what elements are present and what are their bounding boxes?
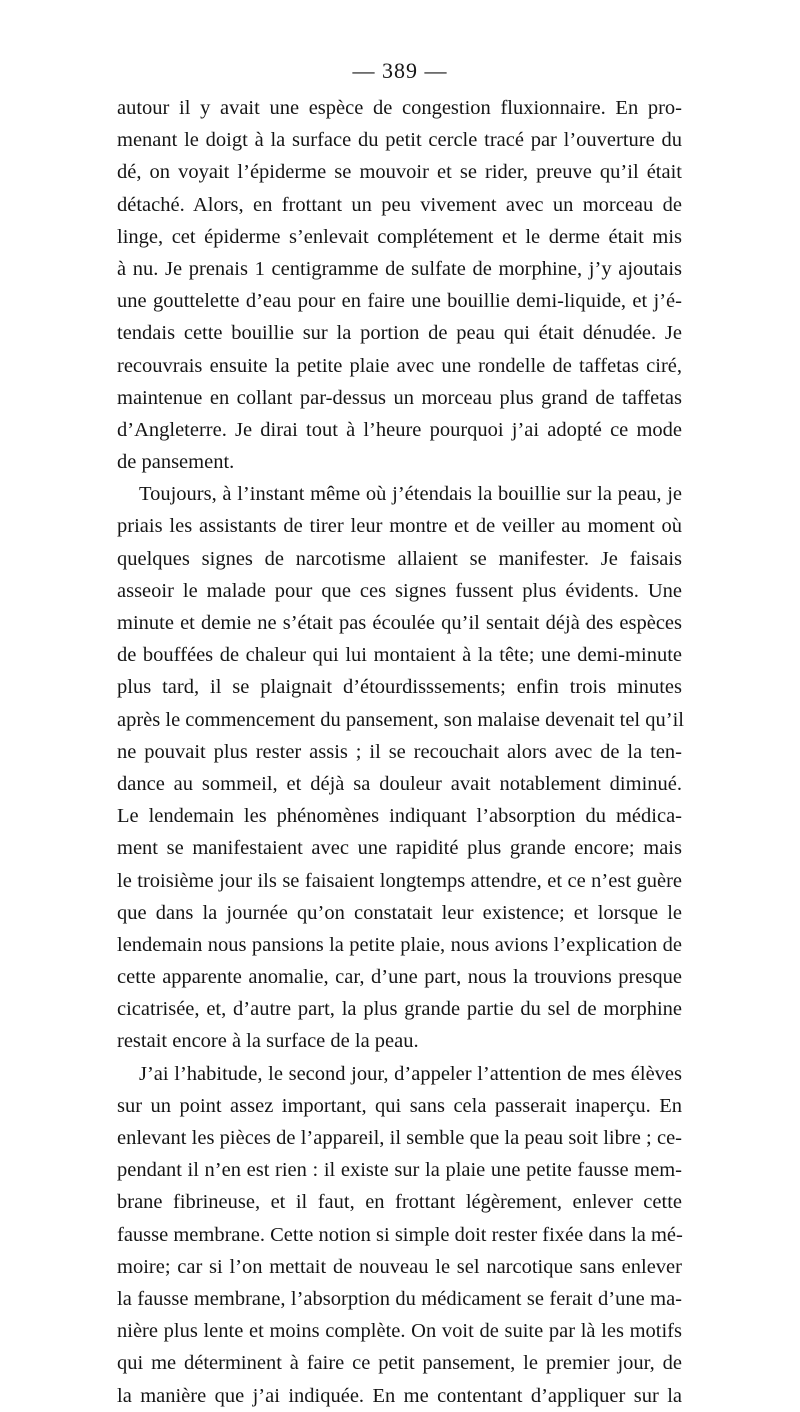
text-line: priais les assistants de tirer leur montre et de veiller au moment où xyxy=(117,515,682,538)
text-line: enlevant les pièces de l’appareil, il semble que la peau soit libre ; ce- xyxy=(117,1127,682,1149)
text-line: d’Angleterre. Je dirai tout à l’heure pourquoi j’ai adopté ce mode xyxy=(117,418,682,441)
text-line: ne pouvait plus rester assis ; il se recouchait alors avec de la ten- xyxy=(117,740,682,763)
text-line: menant le doigt à la surface du petit cercle tracé par l’ouverture du xyxy=(117,129,682,152)
text-line: dé, on voyait l’épiderme se mouvoir et se rider, preuve qu’il était xyxy=(117,161,682,184)
text-line: asseoir le malade pour que ces signes fussent plus évidents. Une xyxy=(117,579,682,602)
text-line: Le lendemain les phénomènes indiquant l’absorption du médica- xyxy=(117,805,682,828)
text-line: restait encore à la surface de la peau. xyxy=(117,1030,419,1053)
text-line: J’ai l’habitude, le second jour, d’appeler l’attention de mes élèves xyxy=(139,1062,682,1085)
text-line: après le commencement du pansement, son malaise devenait tel qu’il xyxy=(117,708,684,731)
text-line: cette apparente anomalie, car, d’une part, nous la trouvions presque xyxy=(117,966,682,989)
text-line: maintenue en collant par-dessus un morceau plus grand de taffetas xyxy=(117,386,682,409)
body-text xyxy=(117,92,682,1412)
text-line: recouvrais ensuite la petite plaie avec une rondelle de taffetas ciré, xyxy=(117,354,682,377)
text-line: linge, cet épiderme s’enlevait complétement et le derme était mis xyxy=(117,225,682,248)
text-line: nière plus lente et moins complète. On voit de suite par là les motifs xyxy=(117,1320,682,1343)
text-line: brane fibrineuse, et il faut, en frottant légèrement, enlever cette xyxy=(117,1191,682,1214)
text-line: cicatrisée, et, d’autre part, la plus grande partie du sel de morphine xyxy=(117,998,682,1021)
text-line: pendant il n’en est rien : il existe sur la plaie une petite fausse mem- xyxy=(117,1159,682,1182)
text-line: plus tard, il se plaignait d’étourdisssements; enfin trois minutes xyxy=(117,676,682,699)
text-line: que dans la journée qu’on constatait leur existence; et lorsque le xyxy=(117,901,682,924)
text-line: la manière que j’ai indiquée. En me contentant d’appliquer sur la xyxy=(117,1384,682,1407)
page-number: — 389 — xyxy=(352,58,448,83)
text-line: de pansement. xyxy=(117,451,235,474)
text-line: sur un point assez important, qui sans cela passerait inaperçu. En xyxy=(117,1094,682,1117)
text-line: quelques signes de narcotisme allaient se manifester. Je faisais xyxy=(117,547,682,570)
text-line: lendemain nous pansions la petite plaie, nous avions l’explication de xyxy=(117,933,682,956)
text-line: tendais cette bouillie sur la portion de peau qui était dénudée. Je xyxy=(117,322,682,345)
text-line: à nu. Je prenais 1 centigramme de sulfate de morphine, j’y ajoutais xyxy=(117,257,682,280)
paragraph xyxy=(117,1058,682,1412)
text-line: Toujours, à l’instant même où j’étendais la bouillie sur la peau, je xyxy=(139,483,682,506)
text-line: la fausse membrane, l’absorption du médicament se ferait d’une ma- xyxy=(117,1287,682,1310)
text-line: dance au sommeil, et déjà sa douleur avait notablement diminué. xyxy=(117,772,682,795)
text-line: une gouttelette d’eau pour en faire une bouillie demi-liquide, et j’é- xyxy=(117,290,682,313)
text-line: minute et demie ne s’était pas écoulée qu’il sentait déjà des espèces xyxy=(117,612,682,634)
text-line: qui me déterminent à faire ce petit pansement, le premier jour, de xyxy=(117,1352,682,1375)
text-line: autour il y avait une espèce de congestion fluxionnaire. En pro- xyxy=(117,97,682,119)
text-line: le troisième jour ils se faisaient longtemps attendre, et ce n’est guère xyxy=(117,869,682,892)
text-line: ment se manifestaient avec une rapidité plus grande encore; mais xyxy=(117,837,682,860)
paragraph xyxy=(117,478,682,1057)
text-line: de bouffées de chaleur qui lui montaient à la tête; une demi-minute xyxy=(117,644,682,667)
text-line: détaché. Alors, en frottant un peu vivement avec un morceau de xyxy=(117,193,682,216)
text-line: moire; car si l’on mettait de nouveau le sel narcotique sans enlever xyxy=(117,1255,682,1278)
text-line: fausse membrane. Cette notion si simple doit rester fixée dans la mé- xyxy=(117,1223,683,1246)
paragraph xyxy=(117,92,682,478)
